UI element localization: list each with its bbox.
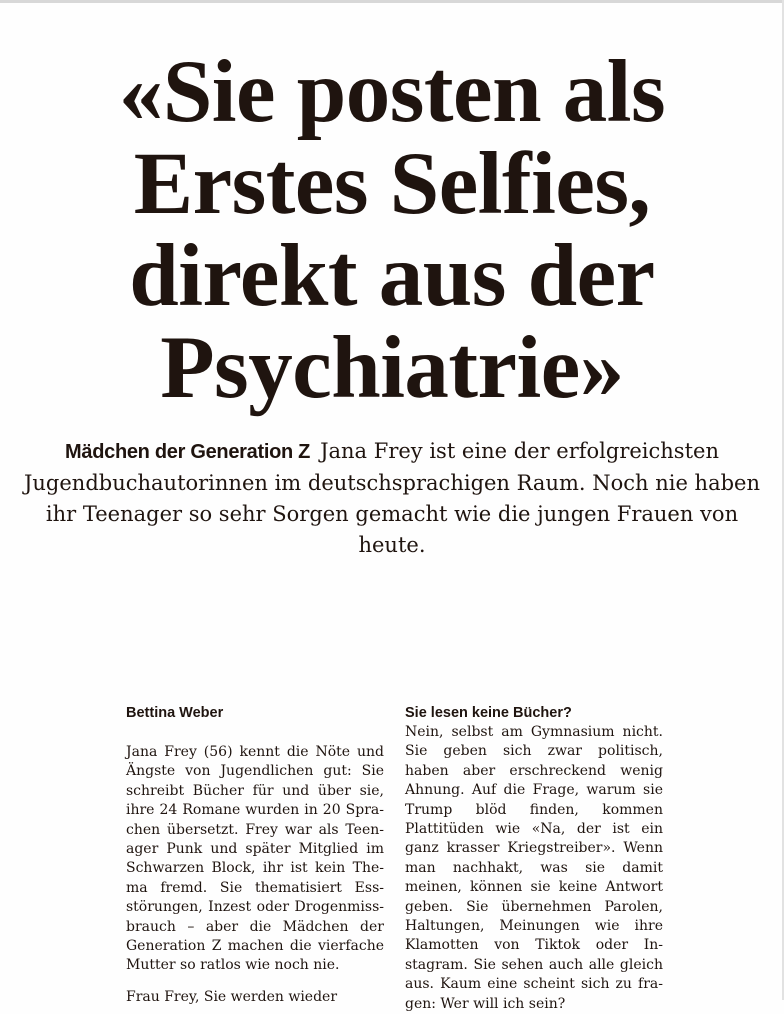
headline: «Sie posten als Erstes Selfies, direkt aus der Psychiatrie» bbox=[118, 43, 666, 417]
lead-text: Jana Frey ist eine der erfolgreichsten Jugendbuchautorinnen im deutschsprachigen Raum. Noch nie haben ihr Teenager so sehr Sorgen gemacht wie die jungen Frauen von heute. bbox=[23, 439, 760, 557]
lead-paragraph bbox=[20, 436, 764, 561]
column-left bbox=[126, 704, 384, 976]
kicker: Mädchen der Generation Z bbox=[65, 441, 311, 463]
interview-question: Sie lesen keine Bücher? bbox=[405, 705, 572, 721]
interview-answer: Nein, selbst am Gymnasium nicht. Sie geben sich zwar politisch, haben aber erschreckend wenig Ahnung. Auf die Frage, warum sie Trump blöd finden, kommen Plattitüden wie «Na, der ist ein ganz krasser Kriegstreiber». Wenn man nachhakt, was sie damit meinen, können sie keine Antwort geben. Sie übernehmen Parolen, Haltungen, Meinungen wie ihre Klamotten von Tiktok oder Instagram. Sie sehen auch alle gleich aus. Kaum eine scheint sich zu fragen: Wer will ich sein? bbox=[405, 724, 663, 1012]
body-paragraph-continued: Frau Frey, Sie werden wieder bbox=[126, 989, 338, 1005]
body-paragraph: Jana Frey (56) kennt die Nöte und Ängste von Jugendlichen gut: Sie schreibt Bücher für und über sie, ihre 24 Romane wurden in 20 Sprachen übersetzt. Frey war als Teenager Punk und später Mitglied im Schwarzen Block, ihr ist kein Thema fremd. Sie thematisiert Essstörungen, Inzest oder Drogenmissbrauch – aber die Mädchen der Generation Z machen die vierfache Mutter so ratlos wie noch nie. bbox=[126, 744, 384, 974]
byline: Bettina Weber bbox=[126, 705, 224, 721]
top-rule bbox=[0, 0, 784, 3]
column-right bbox=[405, 704, 663, 1014]
